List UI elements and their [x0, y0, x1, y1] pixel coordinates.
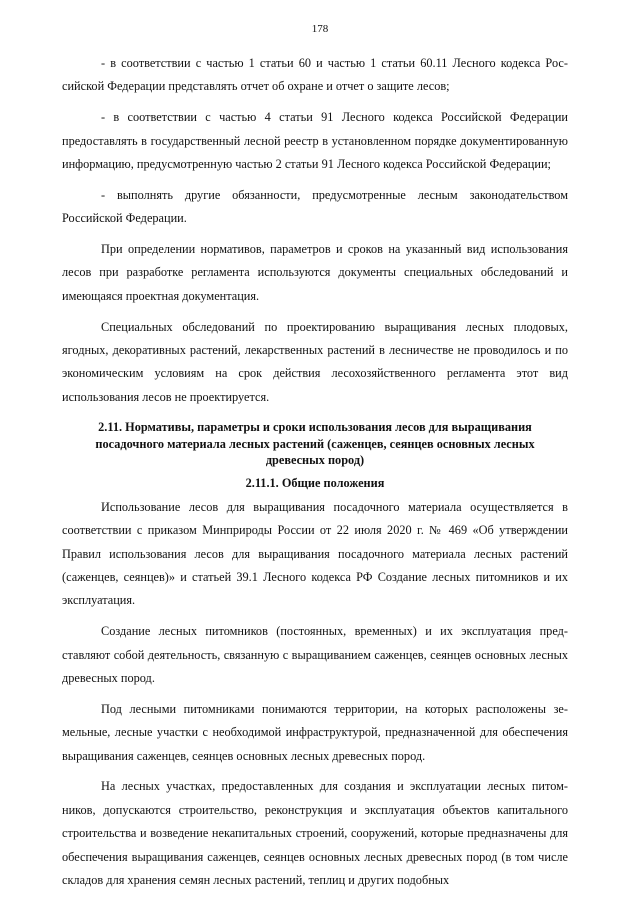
paragraph: При определении нормативов, параметров и сроков на указанный вид использования лесов при разработке регламента используются документы специальных обследований и имеющаяся проектная документация.	[62, 242, 568, 303]
page-body	[62, 52, 568, 892]
paragraph: Под лесными питомниками понимаются территории, на которых расположены земельные, лесные участки с необходимой инфраструктурой, предназначенной для обеспечения выращивания саженцев, сеянцев основных лесных древесных пород.	[62, 701, 568, 763]
page-number: 178	[311, 23, 329, 35]
paragraph: Создание лесных питомников (постоянных, временных) и их эксплуатация представляют собой деятельность, связанную с выращиванием саженцев, сеянцев основных лесных древесных пород.	[62, 624, 568, 685]
paragraph: - в соответствии с частью 1 статьи 60 и частью 1 статьи 60.11 Лесного кодекса Российской Федерации представлять отчет об охране и отчет о защите лесов;	[62, 56, 568, 94]
paragraph: - выполнять другие обязанности, предусмотренные лесным законодательством Российской Федерации.	[62, 187, 568, 226]
paragraph: На лесных участках, предоставленных для создания и эксплуатации лесных питомников, допускаются строительство, реконструкция и эксплуатация объектов капитального строительства и возведение некапитальных строений, сооружений, которые предназначены для обеспечения выращивания саженцев, сеянцев основных лесных древесных пород (в том числе складов для хранения семян лесных растений, теплиц и других подобных	[62, 779, 568, 888]
subsection-heading: 2.11.1. Общие положения	[245, 475, 385, 490]
paragraph: - в соответствии с частью 4 статьи 91 Лесного кодекса Российской Федерации предоставлять в государственный лесной реестр в установленном порядке документированную информацию, предусмотренную частью 2 статьи 91 Лесного кодекса Российской Федерации;	[62, 110, 568, 172]
paragraph: Специальных обследований по проектированию выращивания лесных плодовых, ягодных, декоративных растений, лекарственных растений в лесничестве не проводилось и по экономическим условиям на срок действия лесохозяйственного регламента этот вид использования лесов не проектируется.	[62, 319, 568, 404]
section-heading: 2.11. Нормативы, параметры и сроки использования лесов для выращивания посадочного материала лесных растений (саженцев, сеянцев основных лесных древесных пород)	[95, 420, 535, 468]
paragraph: Использование лесов для выращивания посадочного материала осуществляется в соответствии с приказом Минприроды России от 22 июля 2020 г. № 469 «Об утверждении Правил использования лесов для выращивания посадочного материала лесных растений (саженцев, сеянцев)» и статьей 39.1 Лесного кодекса РФ Создание лесных питомников и их эксплуатация.	[62, 499, 568, 608]
